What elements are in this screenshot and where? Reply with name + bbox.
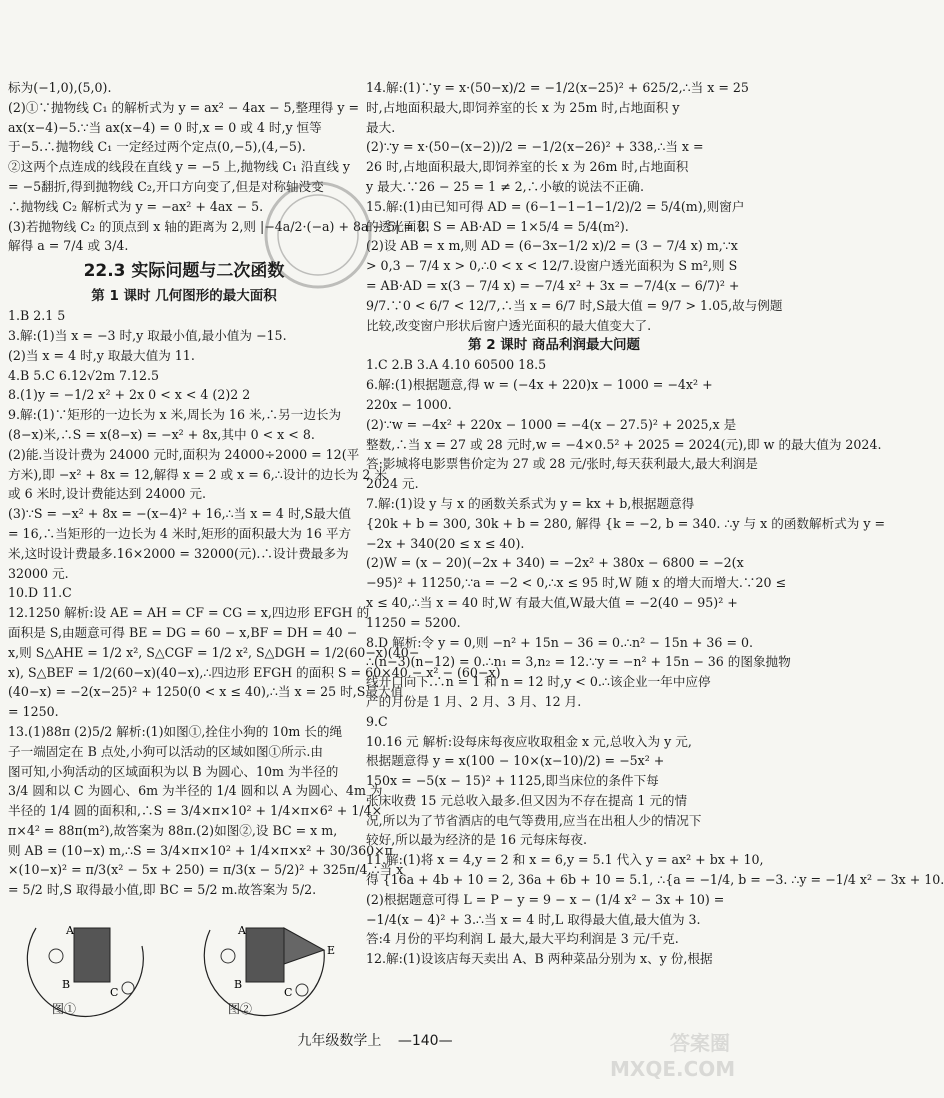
answer-line: −2x + 340(20 ≤ x ≤ 40). <box>366 535 525 551</box>
answer-line: 3/4 圆和以 C 为圆心、6m 为半径的 1/4 圆和以 A 为圆心、4m 为 <box>8 783 383 799</box>
answer-line: (2)当 x = 4 时,y 取最大值为 11. <box>8 347 195 363</box>
answer-line: 解得 a = 7/4 或 3/4. <box>8 238 129 254</box>
answer-line: = 1250. <box>8 704 59 720</box>
answer-line: = 16,∴当矩形的一边长为 4 米时,矩形的面积最大为 16 平方 <box>8 525 352 541</box>
answer-line: = 5/2 时,S 取得最小值,即 BC = 5/2 m.故答案为 5/2. <box>8 882 317 898</box>
answer-line: 子一端固定在 B 点处,小狗可以活动的区域如图①所示.由 <box>8 743 323 759</box>
answer-line: 根据题意得 y = x(100 − 10×(x−10)/2) = −5x² + <box>366 753 665 769</box>
answer-line: = −5翻折,得到抛物线 C₂,开口方向变了,但是对称轴没变 <box>8 178 324 194</box>
figure-1-label-c: C <box>110 986 119 1000</box>
answer-line: 13.(1)88π (2)5/2 解析:(1)如图①,拴住小狗的 10m 长的绳 <box>8 723 343 739</box>
answer-line: 12.1250 解析:设 AE = AH = CF = CG = x,四边形 EFGH 的 <box>8 605 370 621</box>
answer-line: 4.B 5.C 6.12√2m 7.12.5 <box>8 367 160 383</box>
answer-line: 8.D 解析:令 y = 0,则 −n² + 15n − 36 = 0.∴n² − 15n + 36 = 0. <box>366 634 754 650</box>
answer-line: π×4² = 88π(m²),故答案为 88π.(2)如图②,设 BC = x m, <box>8 822 338 838</box>
answer-line: 11250 = 5200. <box>366 614 461 630</box>
answer-line: 32000 元. <box>8 565 69 581</box>
answer-line: 9.解:(1)∵矩形的一边长为 x 米,周长为 16 米,∴另一边长为 <box>8 407 342 423</box>
section-title: 22.3 实际问题与二次函数 <box>83 261 285 282</box>
answer-line: 11.解:(1)将 x = 4,y = 2 和 x = 6,y = 5.1 代入 y = ax² + bx + 10, <box>366 852 764 868</box>
answer-line: (2)∵y = x·(50−(x−2))/2 = −1/2(x−26)² + 338,∴当 x = <box>366 139 704 155</box>
figure-2-caption: 图② <box>228 1002 253 1017</box>
answer-line: 答:影城将电影票售价定为 27 或 28 元/张时,每天获利最大,最大利润是 <box>366 456 758 472</box>
figure-1-diagram <box>16 906 176 1026</box>
answer-line: 整数,∴当 x = 27 或 28 元时,w = −4×0.5² + 2025 = 2024(元),即 w 的最大值为 2024. <box>366 436 882 452</box>
answer-line: 最大. <box>366 119 396 135</box>
answer-line: {20k + b = 300, 30k + b = 280, 解得 {k = −2, b = 340. ∴y 与 x 的函数解析式为 y = <box>366 515 886 531</box>
answer-line: ax(x−4)−5.∵当 ax(x−4) = 0 时,x = 0 或 4 时,y 恒等 <box>8 119 322 135</box>
figure-1-label-b: B <box>62 978 71 992</box>
answer-line: 或 6 米时,设计费能达到 24000 元. <box>8 486 207 502</box>
answer-line: 15.解:(1)由已知可得 AD = (6−1−1−1−1/2)/2 = 5/4(m),则窗户 <box>366 198 745 214</box>
answer-line: 10.D 11.C <box>8 585 72 601</box>
figure-2-label-b: B <box>234 978 243 992</box>
answer-line: −1/4(x − 4)² + 3.∴当 x = 4 时,L 取得最大值,最大值为 3. <box>366 911 701 927</box>
answer-line: 面积是 S,由题意可得 BE = DG = 60 − x,BF = DH = 40 − <box>8 624 358 640</box>
answer-line: 比较,改变窗户形状后窗户透光面积的最大值变大了. <box>366 317 652 333</box>
answer-line: 则 AB = (10−x) m,∴S = 3/4×π×10² + 1/4×π×x² + 30/360×π <box>8 842 393 858</box>
answer-line: y 最大.∵26 − 25 = 1 ≠ 2,∴小敏的说法不正确. <box>366 178 645 194</box>
answer-line: −95)² + 11250,∵a = −2 < 0,∴x ≤ 95 时,W 随 x 的增大而增大.∵20 ≤ <box>366 575 787 591</box>
answer-line: 14.解:(1)∵y = x·(50−x)/2 = −1/2(x−25)² + 625/2,∴当 x = 25 <box>366 80 749 95</box>
answer-line: 方米),即 −x² + 8x = 12,解得 x = 2 或 x = 6,∴设计的边长为 2 米 <box>8 466 387 482</box>
footer-grade: 九年级数学上 <box>297 1033 382 1049</box>
answer-line: 张床收费 15 元总收入最多.但又因为不存在提高 1 元的情 <box>366 792 688 808</box>
answer-line: 150x = −5(x − 15)² + 1125,即当床位的条件下每 <box>366 773 659 789</box>
answer-line: 26 时,占地面积最大,即饲养室的长 x 为 26m 时,占地面积 <box>366 159 689 175</box>
watermark-line-2: MXQE.COM <box>610 1057 736 1081</box>
answer-line: 图可知,小狗活动的区域面积为以 B 为圆心、10m 为半径的 <box>8 763 339 779</box>
answer-line: 220x − 1000. <box>366 396 452 412</box>
answer-line: 12.解:(1)设该店每天卖出 A、B 两种菜品分别为 x、y 份,根据 <box>366 951 713 967</box>
answer-line: 况,所以为了节省酒店的电气等费用,应当在出租人少的情况下 <box>366 812 702 828</box>
answer-line: 7.解:(1)设 y 与 x 的函数关系式为 y = kx + b,根据题意得 <box>366 495 695 511</box>
figure-2-diagram <box>192 906 352 1026</box>
figure-2-label-c: C <box>284 986 293 1000</box>
lesson-2-title: 第 2 课时 商品利润最大问题 <box>468 337 640 354</box>
answer-line: x ≤ 40,∴当 x = 40 时,W 有最大值,W最大值 = −2(40 − 95)² + <box>366 594 738 610</box>
answer-line: (2)W = (x − 20)(−2x + 340) = −2x² + 380x − 6800 = −2(x <box>366 555 744 571</box>
answer-line: > 0,3 − 7/4 x > 0,∴0 < x < 12/7.设窗户透光面积为 S m²,则 S <box>366 258 738 274</box>
answer-line: x,则 S△AHE = 1/2 x², S△CGF = 1/2 x², S△DGH = 1/2(60−x)(40− <box>8 644 420 660</box>
figure-row <box>8 906 360 1026</box>
answer-line: = AB·AD = x(3 − 7/4 x) = −7/4 x² + 3x = −7/4(x − 6/7)² + <box>366 277 740 293</box>
answer-line: 10.16 元 解析:设每床每夜应收取租金 x 元,总收入为 y 元, <box>366 733 692 749</box>
answer-line: 线开口向下.∴n = 1 和 n = 12 时,y < 0.∴该企业一年中应停 <box>366 674 711 690</box>
answer-line: 9.C <box>366 713 388 729</box>
answer-line: ×(10−x)² = π/3(x² − 5x + 250) = π/3(x − 5/2)² + 325π/4,∴当 x <box>8 862 404 878</box>
answer-line: x), S△BEF = 1/2(60−x)(40−x),∴四边形 EFGH 的面积 S = 60×40 − x² − (60−x) <box>8 664 501 680</box>
answer-line: 时,占地面积最大,即饲养室的长 x 为 25m 时,占地面积 y <box>366 99 680 115</box>
right-column <box>366 78 944 969</box>
answer-line: (3)∵S = −x² + 8x = −(x−4)² + 16,∴当 x = 4 时,S最大值 <box>8 506 351 522</box>
answer-line: (2)①∵抛物线 C₁ 的解析式为 y = ax² − 4ax − 5,整理得 y = <box>8 99 360 115</box>
answer-line: (2)根据题意可得 L = P − y = 9 − x − (1/4 x² − 3x + 10) = <box>366 891 725 907</box>
answer-line: 米,这时设计费最多.16×2000 = 32000(元).∴设计费最多为 <box>8 545 349 561</box>
figure-1-caption: 图① <box>52 1002 77 1017</box>
figure-2-label-a: A <box>238 924 246 938</box>
answer-line: 于−5.∴抛物线 C₁ 一定经过两个定点(0,−5),(4,−5). <box>8 139 306 155</box>
answer-line: ②这两个点连成的线段在直线 y = −5 上,抛物线 C₁ 沿直线 y <box>8 159 350 175</box>
answer-line: (2)设 AB = x m,则 AD = (6−3x−1/2 x)/2 = (3 − 7/4 x) m,∵x <box>366 238 738 254</box>
site-watermark <box>610 1030 736 1090</box>
answer-line: 产的月份是 1 月、2 月、3 月、12 月. <box>366 693 582 709</box>
watermark-line-1: 答案圈 <box>670 1031 730 1055</box>
answer-line: 8.(1)y = −1/2 x² + 2x 0 < x < 4 (2)2 2 <box>8 387 251 403</box>
answer-line: 标为(−1,0),(5,0). <box>8 80 112 95</box>
answer-line: (3)若抛物线 C₂ 的顶点到 x 轴的距离为 2,则 |−4a/2·(−a) + 8a − 5| = 2. <box>8 218 430 234</box>
answer-line: 答:4 月份的平均利润 L 最大,最大平均利润是 3 元/千克. <box>366 931 679 947</box>
answer-line: (2)能.当设计费为 24000 元时,面积为 24000÷2000 = 12(平 <box>8 446 360 462</box>
stamp-seal-icon <box>258 175 378 295</box>
right-answer-block-1 <box>366 78 783 335</box>
answer-line: 6.解:(1)根据题意,得 w = (−4x + 220)x − 1000 = −4x² + <box>366 377 713 393</box>
answer-line: 1.B 2.1 5 <box>8 308 66 324</box>
answer-line: (2)∵w = −4x² + 220x − 1000 = −4(x − 27.5)² + 2025,x 是 <box>366 416 737 432</box>
right-answer-block-2 <box>366 355 944 969</box>
answer-line: ∴(n−3)(n−12) = 0.∴n₁ = 3,n₂ = 12.∵y = −n² + 15n − 36 的图象抛物 <box>366 654 791 670</box>
answer-line: 1.C 2.B 3.A 4.10 60500 18.5 <box>366 357 547 373</box>
answer-line: 较好,所以最为经济的是 16 元每床每夜. <box>366 832 587 848</box>
answer-line: 3.解:(1)当 x = −3 时,y 取最小值,最小值为 −15. <box>8 327 287 343</box>
answer-line: 2024 元. <box>366 476 419 492</box>
answer-line: 得 {16a + 4b + 10 = 2, 36a + 6b + 10 = 5.1, ∴{a = −1/4, b = −3. ∴y = −1/4 x² − 3x + 10. <box>366 872 944 888</box>
answer-line: 的透光面积 S = AB·AD = 1×5/4 = 5/4(m²). <box>366 218 629 234</box>
figure-1 <box>16 906 176 1026</box>
answer-line: (8−x)米,∴S = x(8−x) = −x² + 8x,其中 0 < x < 8. <box>8 426 315 442</box>
footer-page-number: —140— <box>397 1033 453 1049</box>
lesson-1-title: 第 1 课时 几何图形的最大面积 <box>91 288 277 305</box>
answer-line: (40−x) = −2(x−25)² + 1250(0 < x ≤ 40),∴当 x = 25 时,S最大值 <box>8 684 404 700</box>
figure-2-label-e: E <box>327 944 336 958</box>
figure-1-label-a: A <box>66 924 74 938</box>
figure-2 <box>192 906 352 1026</box>
answer-line: 9/7.∵0 < 6/7 < 12/7,∴当 x = 6/7 时,S最大值 = 9/7 > 1.05,故与例题 <box>366 297 783 313</box>
answer-line: ∴抛物线 C₂ 解析式为 y = −ax² + 4ax − 5. <box>8 198 264 214</box>
answer-line: 半径的 1/4 圆的面积和,∴S = 3/4×π×10² + 1/4×π×6² + 1/4× <box>8 803 383 819</box>
